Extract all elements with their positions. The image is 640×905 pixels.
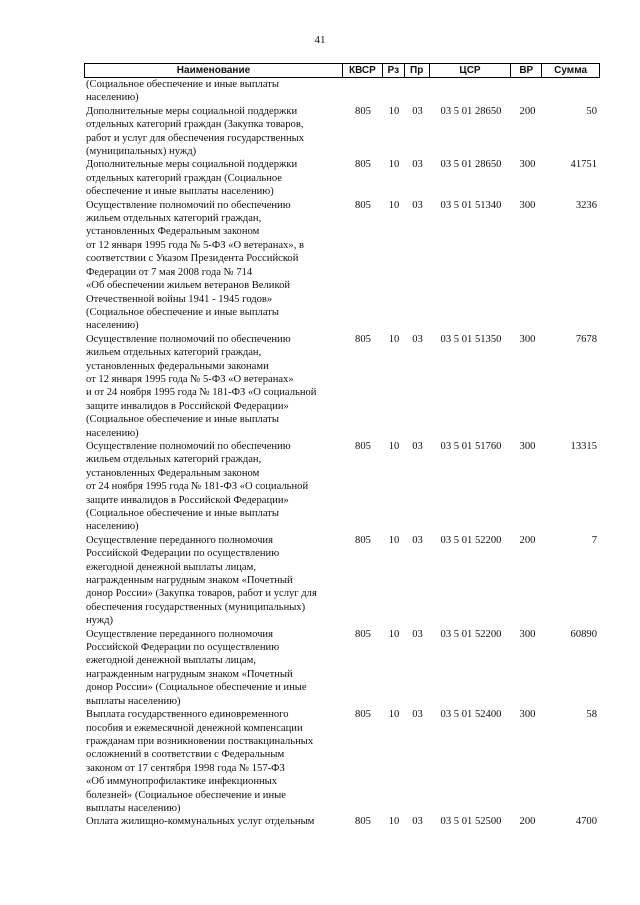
row-kvsr: 805 — [355, 159, 371, 171]
row-vr: 300 — [519, 440, 536, 452]
row-csr: 03 5 01 28650 — [440, 105, 502, 117]
row-rz: 10 — [388, 534, 400, 546]
table-row — [84, 815, 600, 828]
table-row — [84, 628, 600, 708]
row-sum: 3236 — [575, 199, 597, 211]
row-csr: 03 5 01 52200 — [440, 534, 502, 546]
row-rz: 10 — [388, 440, 400, 452]
row-pr: 03 — [412, 628, 423, 640]
row-rz: 10 — [388, 628, 400, 640]
row-vr: 300 — [519, 709, 536, 721]
row-csr: 03 5 01 52200 — [440, 628, 502, 640]
row-csr: 03 5 01 52400 — [440, 709, 502, 721]
header-pr: Пр — [405, 64, 430, 77]
row-sum: 7 — [591, 534, 597, 546]
header-vr: ВР — [511, 64, 542, 77]
row-vr: 200 — [519, 105, 536, 117]
row-rz: 10 — [388, 105, 400, 117]
row-kvsr: 805 — [355, 709, 371, 721]
table-row — [84, 534, 600, 628]
row-kvsr: 805 — [355, 440, 371, 452]
row-pr: 03 — [412, 333, 423, 345]
table-row — [84, 333, 600, 440]
row-sum: 4700 — [575, 816, 597, 828]
row-name: Осуществление переданного полномочия Российской Федерации по осуществлению ежегодной денежной выплаты лицам, награжденным нагрудным знаком «Почетный донор России» (Социальное обеспечение и иные выплаты населению) — [86, 628, 307, 707]
row-pr: 03 — [412, 199, 423, 211]
row-name: Осуществление переданного полномочия Российской Федерации по осуществлению ежегодной денежной выплаты лицам, награжденным нагрудным знаком «Почетный донор России» (Закупка товаров, работ и услуг для обеспечения государственных (муниципальных) нужд) — [86, 534, 317, 627]
row-sum: 41751 — [570, 159, 597, 171]
row-csr: 03 5 01 51340 — [440, 199, 502, 211]
row-vr: 200 — [519, 816, 536, 828]
row-sum: 50 — [586, 105, 597, 117]
row-rz: 10 — [388, 159, 400, 171]
header-sum: Сумма — [554, 65, 588, 76]
budget-table — [84, 63, 600, 829]
row-kvsr: 805 — [355, 333, 371, 345]
row-sum: 7678 — [575, 333, 597, 345]
table-row — [84, 440, 600, 534]
row-vr: 300 — [519, 159, 536, 171]
row-csr: 03 5 01 52500 — [440, 816, 502, 828]
row-kvsr: 805 — [355, 534, 371, 546]
row-pr: 03 — [412, 709, 423, 721]
row-name: (Социальное обеспечение и иные выплаты населению) — [86, 79, 280, 104]
row-name: Осуществление полномочий по обеспечению жильем отдельных категорий граждан, установленных Федеральным законом от 24 ноября 1995 года № 181-ФЗ «О социальной защите инвалидов в Российской Федерации» (Социальное обеспечение и иные выплаты населению) — [86, 440, 309, 533]
row-pr: 03 — [412, 159, 423, 171]
table-row — [84, 199, 600, 333]
row-rz: 10 — [388, 199, 400, 211]
row-name: Осуществление полномочий по обеспечению жильем отдельных категорий граждан, установленных Федеральным законом от 12 января 1995 года № 5-ФЗ «О ветеранах», в соответствии с Указом Президента Российской Федерации от 7 мая 2008 года № 714 «Об обеспечении жильем ветеранов Великой Отечественной войны 1941 - 1945 годов» (Социальное обеспечение и иные выплаты населению) — [86, 199, 304, 332]
header-csr: ЦСР — [430, 64, 512, 77]
row-kvsr: 805 — [355, 105, 371, 117]
row-name: Выплата государственного единовременного пособия и ежемесячной денежной компенсации гражданам при возникновении поствакцинальных осложнений в соответствии с Федеральным законом от 17 сентября 1998 года № 157-ФЗ «Об иммунопрофилактике инфекционных болезней» (Социальное обеспечение и иные выплаты населению) — [86, 709, 314, 814]
row-rz: 10 — [388, 816, 400, 828]
row-pr: 03 — [412, 105, 423, 117]
row-kvsr: 805 — [355, 199, 371, 211]
row-sum: 58 — [586, 709, 597, 721]
header-name: Наименование — [85, 64, 343, 77]
row-csr: 03 5 01 28650 — [440, 159, 502, 171]
row-csr: 03 5 01 51350 — [440, 333, 502, 345]
row-vr: 200 — [519, 534, 536, 546]
row-name: Дополнительные меры социальной поддержки отдельных категорий граждан (Социальное обеспечение и иные выплаты населению) — [86, 159, 298, 198]
table-body — [84, 78, 600, 829]
row-csr: 03 5 01 51760 — [440, 440, 502, 452]
header-rz: Рз — [383, 64, 405, 77]
row-name: Оплата жилищно-коммунальных услуг отдельным — [86, 816, 315, 828]
row-name: Дополнительные меры социальной поддержки отдельных категорий граждан (Закупка товаров, работ и услуг для обеспечения государственных (муниципальных) нужд) — [86, 105, 305, 158]
row-vr: 300 — [519, 628, 536, 640]
row-name: Осуществление полномочий по обеспечению жильем отдельных категорий граждан, установленных федеральными законами от 12 января 1995 года № 5-ФЗ «О ветеранах» и от 24 ноября 1995 года № 181-ФЗ «О социальной защите инвалидов в Российской Федерации» (Социальное обеспечение и иные выплаты населению) — [86, 333, 317, 439]
row-vr: 300 — [519, 333, 536, 345]
table-row — [84, 708, 600, 815]
row-vr: 300 — [519, 199, 536, 211]
table-row — [84, 105, 600, 159]
page-number: 41 — [314, 34, 326, 46]
table-row — [84, 78, 600, 105]
row-kvsr: 805 — [355, 628, 371, 640]
row-kvsr: 805 — [355, 816, 371, 828]
row-pr: 03 — [412, 816, 423, 828]
row-sum: 13315 — [570, 440, 597, 452]
row-pr: 03 — [412, 440, 423, 452]
table-header — [84, 63, 600, 78]
table-row — [84, 158, 600, 198]
row-pr: 03 — [412, 534, 423, 546]
header-kvsr: КВСР — [343, 64, 383, 77]
row-sum: 60890 — [570, 628, 597, 640]
row-rz: 10 — [388, 709, 400, 721]
row-rz: 10 — [388, 333, 400, 345]
